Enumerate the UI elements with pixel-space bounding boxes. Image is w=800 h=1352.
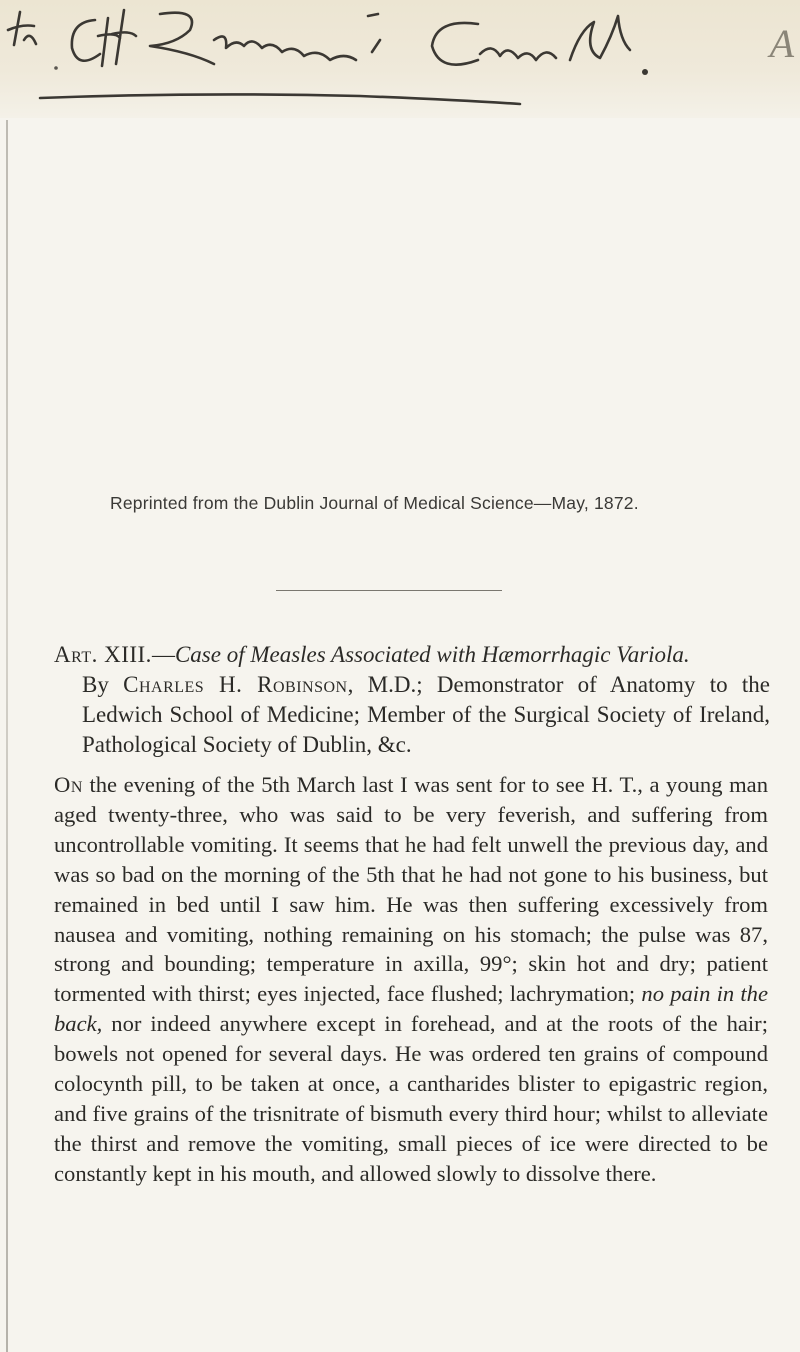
reprint-note: Reprinted from the Dublin Journal of Medical Science—May, 1872. xyxy=(110,493,639,513)
article-body xyxy=(54,770,768,1189)
article-number: Art. XIII. xyxy=(54,642,152,667)
signature-scribble xyxy=(0,0,800,118)
byline-by: By xyxy=(82,672,109,697)
article-heading xyxy=(54,640,770,760)
article-title-line xyxy=(54,640,770,670)
paragraph-text-2: nor indeed anywhere except in forehead, and at the roots of the hair; bowels not opened for several days. He was ordered ten grains of compound colocynth pill, to be taken at once, a cantharides blister to epigastric region, and five grains of the trisnitrate of bismuth every third hour; whilst to alleviate the thirst and remove the vomiting, small pieces of ice were directed to be constantly kept in his mouth, and allowed slowly to dissolve there. xyxy=(54,1011,768,1186)
handwritten-signature xyxy=(0,0,800,118)
author-affiliations: , M.D.; Demonstrator of Anatomy to the Ledwich School of Medicine; Member of the Surgical Society of Ireland, Pathological Society of Dublin, &c. xyxy=(82,672,770,757)
binding-edge-shadow xyxy=(6,120,8,1352)
author-name: Charles H. Robinson xyxy=(123,672,348,697)
emphasis-text: no pain in the back, xyxy=(54,981,768,1037)
paragraph-text-1: the evening of the 5th March last I was sent for to see H. T., a young man aged twenty-three, who was said to be very feverish, and suffering from uncontrollable vomiting. It seems that he had felt unwell the previous day, and was so bad on the morning of the 5th that he had not gone to his business, but remained in bed until I saw him. He was then suffering excessively from nausea and vomiting, nothing remaining on his stomach; the pulse was 87, strong and bounding; temperature in axilla, 99°; skin hot and dry; patient tormented with thirst; eyes injected, face flushed; lachrymation; xyxy=(54,772,768,1007)
section-divider xyxy=(276,590,502,591)
paragraph-lead: On xyxy=(54,772,83,797)
corner-mark: A xyxy=(769,21,794,66)
author-byline xyxy=(54,670,770,760)
title-dash: — xyxy=(151,642,175,667)
article-title: Case of Measles Associated with Hæmorrhagic Variola. xyxy=(174,642,690,667)
body-paragraph xyxy=(54,770,768,1189)
